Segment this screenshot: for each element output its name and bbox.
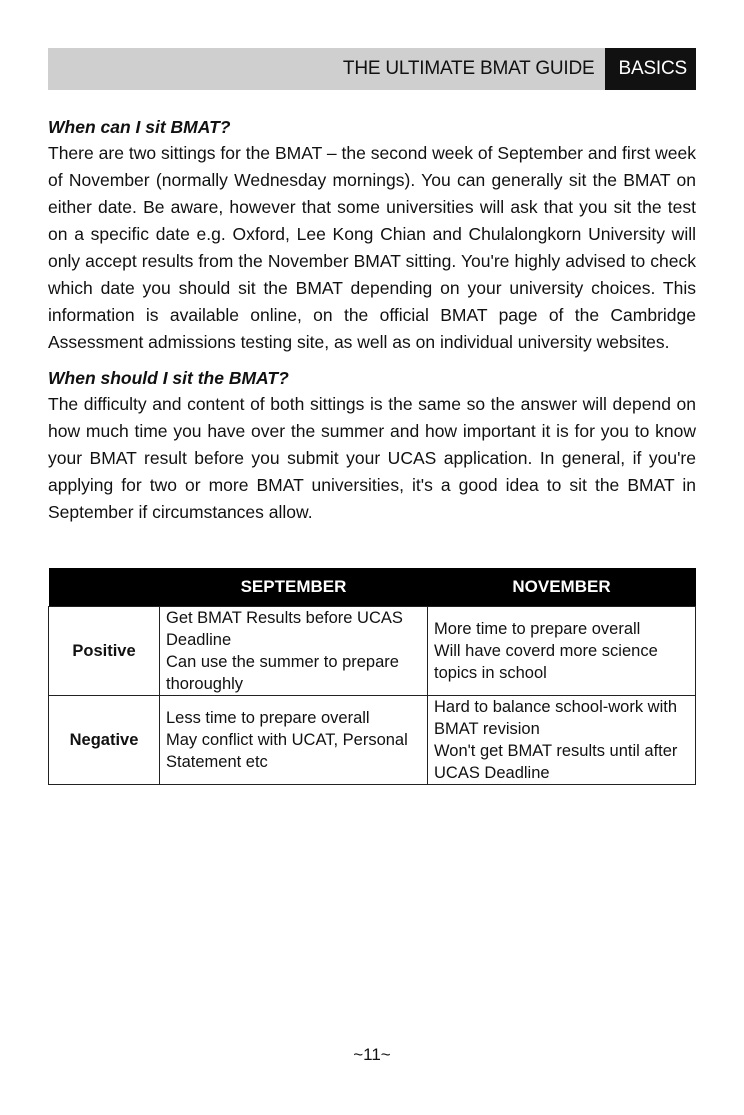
table-header-september: SEPTEMBER (160, 568, 428, 607)
row-label-positive: Positive (49, 607, 160, 696)
positive-september-item: Get BMAT Results before UCAS Deadline (166, 609, 403, 649)
negative-november-cell (428, 696, 696, 785)
negative-september-cell (160, 696, 428, 785)
negative-september-item: Less time to prepare overall (166, 709, 370, 727)
main-content (48, 114, 696, 526)
negative-september-item: May conflict with UCAT, Personal Statement etc (166, 731, 408, 771)
positive-november-item: More time to prepare overall (434, 620, 641, 638)
table-row-negative (49, 696, 696, 785)
table-header-row (49, 568, 696, 607)
section2-body: The difficulty and content of both sittings is the same so the answer will depend on how much time you have over the summer and how important it is for you to know your BMAT result before you submit your UCAS application. In general, if you're applying for two or more BMAT universities, it's a good idea to sit the BMAT in September if circumstances allow. (48, 394, 696, 522)
positive-september-cell (160, 607, 428, 696)
table-header-november: NOVEMBER (428, 568, 696, 607)
positive-november-item: Will have coverd more science topics in school (434, 642, 658, 682)
negative-november-item: Won't get BMAT results until after UCAS Deadline (434, 742, 678, 782)
section2-heading: When should I sit the BMAT? (48, 368, 289, 388)
page-number: ~11~ (353, 1045, 391, 1064)
positive-november-cell (428, 607, 696, 696)
section-tag: BASICS (605, 48, 697, 90)
section1-body: There are two sittings for the BMAT – the second week of September and first week of November (normally Wednesday mornings). You can generally sit the BMAT on either date. Be aware, however that some universities will ask that you sit the test on a specific date e.g. Oxford, Lee Kong Chian and Chulalongkorn University will only accept results from the November BMAT sitting. You're highly advised to check which date you should sit the BMAT depending on your university choices. This information is available online, on the official BMAT page of the Cambridge Assessment admissions testing site, as well as on individual university websites. (48, 143, 696, 352)
positive-september-item: Can use the summer to prepare thoroughly (166, 653, 399, 693)
page-header (48, 48, 696, 90)
table-row-positive (49, 607, 696, 696)
comparison-table (48, 568, 696, 785)
guide-title: THE ULTIMATE BMAT GUIDE (342, 58, 595, 79)
row-label-negative: Negative (49, 696, 160, 785)
section1-heading: When can I sit BMAT? (48, 117, 231, 137)
negative-november-item: Hard to balance school-work with BMAT revision (434, 698, 678, 738)
table-header-empty (49, 568, 160, 607)
